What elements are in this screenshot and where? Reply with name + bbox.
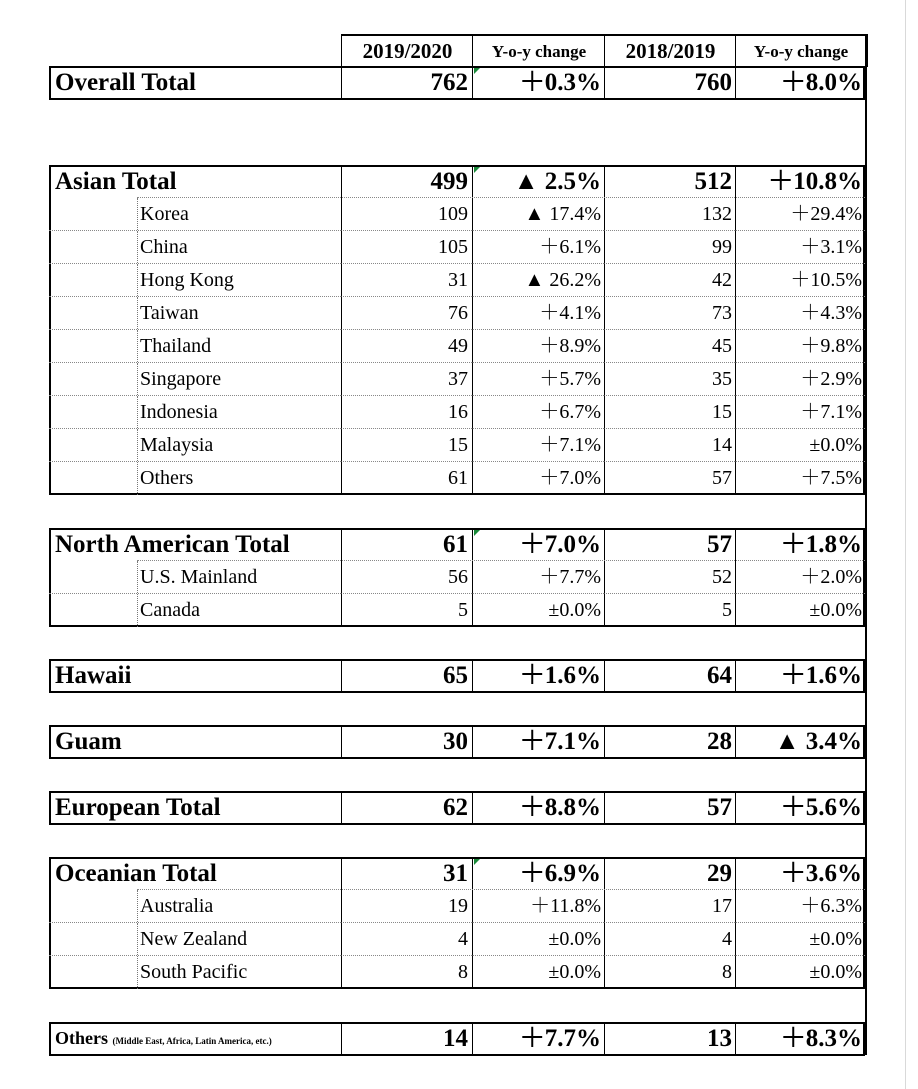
others-section [49, 1022, 867, 1056]
value-2018-2019: 28 [604, 725, 735, 758]
change-2: ＋2.9% [735, 363, 865, 396]
table-row [49, 429, 867, 462]
asian-section [49, 165, 867, 495]
row-separator [137, 889, 865, 890]
guam-section [49, 725, 867, 759]
change-2: ＋7.5% [735, 462, 865, 495]
hawaii-row [49, 659, 867, 692]
row-label: European Total [55, 794, 221, 821]
value-2019-2020: 762 [341, 66, 472, 99]
change-1: ＋7.7% [472, 561, 604, 594]
europe-total-row [49, 791, 867, 824]
value-2018-2019: 4 [604, 923, 735, 956]
row-label [49, 1022, 341, 1055]
value-2019-2020: 15 [341, 429, 472, 462]
value-2018-2019: 512 [604, 165, 735, 198]
change-1: ＋5.7% [472, 363, 604, 396]
value-2019-2020: 62 [341, 791, 472, 824]
change-2: ＋10.8% [735, 165, 865, 198]
table-row [49, 231, 867, 264]
table-row [49, 561, 867, 594]
change-1: ＋6.1% [472, 231, 604, 264]
row-label: Singapore [49, 363, 341, 396]
row-separator [137, 197, 865, 198]
change-2: ＋10.5% [735, 264, 865, 297]
value-2018-2019: 57 [604, 462, 735, 495]
row-label: Overall Total [55, 69, 196, 96]
value-2019-2020: 499 [341, 165, 472, 198]
value-2018-2019: 52 [604, 561, 735, 594]
value-2019-2020: 31 [341, 264, 472, 297]
row-label: Malaysia [49, 429, 341, 462]
change-2: ＋6.3% [735, 890, 865, 923]
value-2018-2019: 57 [604, 528, 735, 561]
row-label: Hong Kong [49, 264, 341, 297]
change-1: ±0.0% [472, 956, 604, 989]
table-row [49, 462, 867, 495]
cell-comment-marker [474, 530, 480, 536]
value-2019-2020: 14 [341, 1022, 472, 1055]
row-label: Guam [55, 728, 122, 755]
change-2: ±0.0% [735, 956, 865, 989]
north-america-section [49, 528, 867, 627]
change-2: ＋4.3% [735, 297, 865, 330]
table-row [49, 956, 867, 989]
change-1: ＋7.0% [472, 462, 604, 495]
value-2019-2020: 56 [341, 561, 472, 594]
overall-total-row [49, 66, 867, 99]
change-1: ＋8.9% [472, 330, 604, 363]
table-row [49, 330, 867, 363]
header-yoy-2: Y-o-y change [735, 34, 868, 67]
value-2019-2020: 61 [341, 462, 472, 495]
change-2: ＋1.6% [735, 659, 865, 692]
change-1: ±0.0% [472, 594, 604, 627]
change-2: ＋8.0% [735, 66, 865, 99]
oceania-section [49, 857, 867, 989]
value-2019-2020: 76 [341, 297, 472, 330]
guam-row [49, 725, 867, 758]
value-2018-2019: 42 [604, 264, 735, 297]
cell-comment-marker [474, 859, 480, 865]
value-2018-2019: 29 [604, 857, 735, 890]
row-label: Hawaii [55, 662, 132, 689]
value-2018-2019: 73 [604, 297, 735, 330]
gridline [905, 0, 906, 1089]
change-1: ±0.0% [472, 923, 604, 956]
value-2019-2020: 109 [341, 198, 472, 231]
value-2018-2019: 57 [604, 791, 735, 824]
others-label: Others [55, 1028, 108, 1048]
table-row [49, 923, 867, 956]
change-2: ＋8.3% [735, 1022, 865, 1055]
row-label: Others [49, 462, 341, 495]
asian-total-row [49, 165, 867, 198]
value-2018-2019: 13 [604, 1022, 735, 1055]
header-row [341, 34, 867, 67]
change-2: ＋2.0% [735, 561, 865, 594]
change-1: ＋7.1% [472, 725, 604, 758]
row-label: Indonesia [49, 396, 341, 429]
row-label: South Pacific [49, 956, 341, 989]
table-row [49, 396, 867, 429]
change-2: ±0.0% [735, 594, 865, 627]
value-2018-2019: 8 [604, 956, 735, 989]
value-2019-2020: 4 [341, 923, 472, 956]
change-1: ＋1.6% [472, 659, 604, 692]
row-label: Thailand [49, 330, 341, 363]
value-2018-2019: 35 [604, 363, 735, 396]
table-row [49, 297, 867, 330]
value-2019-2020: 61 [341, 528, 472, 561]
value-2019-2020: 30 [341, 725, 472, 758]
row-label: North American Total [55, 531, 290, 558]
header-2018-2019: 2018/2019 [604, 34, 736, 67]
value-2019-2020: 5 [341, 594, 472, 627]
value-2019-2020: 65 [341, 659, 472, 692]
header-2019-2020: 2019/2020 [341, 34, 473, 67]
change-2: ±0.0% [735, 923, 865, 956]
table-row [49, 363, 867, 396]
change-1: ＋7.0% [472, 528, 604, 561]
change-1: ＋6.9% [472, 857, 604, 890]
cell-comment-marker [474, 167, 480, 173]
others-note: (Middle East, Africa, Latin America, etc.) [112, 1036, 272, 1046]
row-label: Asian Total [55, 168, 177, 195]
change-2: ＋5.6% [735, 791, 865, 824]
change-1: ＋8.8% [472, 791, 604, 824]
row-label: Taiwan [49, 297, 341, 330]
value-2019-2020: 8 [341, 956, 472, 989]
hawaii-section [49, 659, 867, 693]
row-label: Korea [49, 198, 341, 231]
table-row [49, 198, 867, 231]
cell-comment-marker [474, 68, 480, 74]
row-separator [137, 560, 865, 561]
value-2019-2020: 105 [341, 231, 472, 264]
change-2: ±0.0% [735, 429, 865, 462]
europe-section [49, 791, 867, 825]
value-2018-2019: 15 [604, 396, 735, 429]
row-label: China [49, 231, 341, 264]
row-label: Oceanian Total [55, 860, 217, 887]
change-1: ＋7.7% [472, 1022, 604, 1055]
change-2: ＋9.8% [735, 330, 865, 363]
value-2018-2019: 14 [604, 429, 735, 462]
value-2018-2019: 5 [604, 594, 735, 627]
change-1: ＋4.1% [472, 297, 604, 330]
value-2019-2020: 19 [341, 890, 472, 923]
change-2: ＋7.1% [735, 396, 865, 429]
north-america-total-row [49, 528, 867, 561]
value-2019-2020: 31 [341, 857, 472, 890]
value-2018-2019: 99 [604, 231, 735, 264]
value-2018-2019: 45 [604, 330, 735, 363]
row-label: Australia [49, 890, 341, 923]
change-1: ＋7.1% [472, 429, 604, 462]
value-2019-2020: 16 [341, 396, 472, 429]
others-row [49, 1022, 867, 1055]
header-yoy-1: Y-o-y change [472, 34, 605, 67]
change-1: ＋6.7% [472, 396, 604, 429]
change-1: ＋0.3% [472, 66, 604, 99]
change-1: ▲ 2.5% [472, 165, 604, 198]
change-1: ＋11.8% [472, 890, 604, 923]
table-row [49, 890, 867, 923]
oceania-total-row [49, 857, 867, 890]
change-2: ＋29.4% [735, 198, 865, 231]
value-2018-2019: 132 [604, 198, 735, 231]
overall-section [49, 66, 867, 100]
row-label: U.S. Mainland [49, 561, 341, 594]
table-row [49, 264, 867, 297]
change-2: ＋3.1% [735, 231, 865, 264]
value-2019-2020: 49 [341, 330, 472, 363]
change-1: ▲ 17.4% [472, 198, 604, 231]
value-2018-2019: 17 [604, 890, 735, 923]
change-2: ＋3.6% [735, 857, 865, 890]
row-label: Canada [49, 594, 341, 627]
table-row [49, 594, 867, 627]
value-2019-2020: 37 [341, 363, 472, 396]
change-2: ＋1.8% [735, 528, 865, 561]
change-2: ▲ 3.4% [735, 725, 865, 758]
change-1: ▲ 26.2% [472, 264, 604, 297]
row-label: New Zealand [49, 923, 341, 956]
value-2018-2019: 64 [604, 659, 735, 692]
value-2018-2019: 760 [604, 66, 735, 99]
